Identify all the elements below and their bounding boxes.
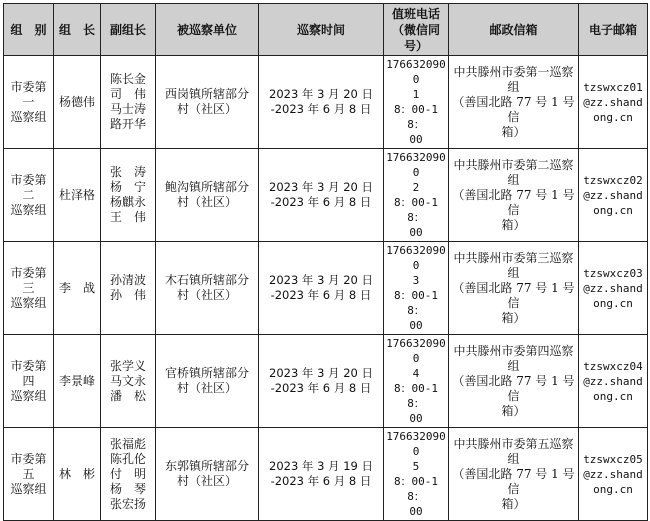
deputies-cell: 张学义 马文永 潘 松 — [101, 335, 156, 428]
mailbox-cell: 中共滕州市委第二巡察组 （善国北路 77 号 1 号信 箱） — [449, 149, 579, 242]
phone-cell: 1766320900 4 8：00-18： 00 — [384, 335, 449, 428]
deputies-cell: 孙清波 孙 伟 — [101, 242, 156, 335]
leader-cell: 李景峰 — [54, 335, 101, 428]
group-cell: 市委第五 巡察组 — [4, 428, 54, 521]
deputies-cell: 张 涛 杨 宁 杨麒永 王 伟 — [101, 149, 156, 242]
header-unit: 被巡察单位 — [156, 4, 259, 56]
table-row — [4, 149, 648, 242]
group-cell: 市委第二 巡察组 — [4, 149, 54, 242]
deputies-cell: 张福彪 陈孔伦 付 明 杨 琴 张宏扬 — [101, 428, 156, 521]
mailbox-cell: 中共滕州市委第一巡察组 （善国北路 77 号 1 号信 箱） — [449, 56, 579, 149]
email-cell[interactable]: tzswxcz01@zz.shandong.cn — [579, 56, 648, 149]
header-deputies: 副组长 — [101, 4, 156, 56]
period-cell: 2023 年 3 月 19 日 -2023 年 6 月 8 日 — [259, 428, 384, 521]
header-row — [4, 4, 648, 56]
table-row — [4, 242, 648, 335]
header-leader: 组 长 — [54, 4, 101, 56]
mailbox-cell: 中共滕州市委第四巡察组 （善国北路 77 号 1 号信 箱） — [449, 335, 579, 428]
table-row — [4, 428, 648, 521]
header-period: 巡察时间 — [259, 4, 384, 56]
email-cell[interactable]: tzswxcz02@zz.shandong.cn — [579, 149, 648, 242]
phone-cell: 1766320900 3 8：00-18： 00 — [384, 242, 449, 335]
period-cell: 2023 年 3 月 20 日 -2023 年 6 月 8 日 — [259, 242, 384, 335]
unit-cell: 西岗镇所辖部分 村（社区） — [156, 56, 259, 149]
header-phone: 值班电话 （微信同 号） — [384, 4, 449, 56]
table-row — [4, 56, 648, 149]
group-cell: 市委第四 巡察组 — [4, 335, 54, 428]
period-cell: 2023 年 3 月 20 日 -2023 年 6 月 8 日 — [259, 149, 384, 242]
table-row — [4, 335, 648, 428]
unit-cell: 东郭镇所辖部分 村（社区） — [156, 428, 259, 521]
leader-cell: 杨德伟 — [54, 56, 101, 149]
header-mailbox: 邮政信箱 — [449, 4, 579, 56]
header-group: 组 别 — [4, 4, 54, 56]
mailbox-cell: 中共滕州市委第五巡察组 （善国北路 77 号 1 号信 箱） — [449, 428, 579, 521]
unit-cell: 鲍沟镇所辖部分 村（社区） — [156, 149, 259, 242]
mailbox-cell: 中共滕州市委第三巡察组 （善国北路 77 号 1 号信 箱） — [449, 242, 579, 335]
group-cell: 市委第三 巡察组 — [4, 242, 54, 335]
unit-cell: 木石镇所辖部分 村（社区） — [156, 242, 259, 335]
inspection-schedule-table — [3, 3, 648, 521]
leader-cell: 李 战 — [54, 242, 101, 335]
phone-cell: 1766320900 5 8：00-18： 00 — [384, 428, 449, 521]
header-email: 电子邮箱 — [579, 4, 648, 56]
email-cell[interactable]: tzswxcz04@zz.shandong.cn — [579, 335, 648, 428]
period-cell: 2023 年 3 月 20 日 -2023 年 6 月 8 日 — [259, 56, 384, 149]
group-cell: 市委第一 巡察组 — [4, 56, 54, 149]
email-cell[interactable]: tzswxcz03@zz.shandong.cn — [579, 242, 648, 335]
leader-cell: 林 彬 — [54, 428, 101, 521]
unit-cell: 官桥镇所辖部分 村（社区） — [156, 335, 259, 428]
leader-cell: 杜泽格 — [54, 149, 101, 242]
email-cell[interactable]: tzswxcz05@zz.shandong.cn — [579, 428, 648, 521]
deputies-cell: 陈长金 司 伟 马士涛 路开华 — [101, 56, 156, 149]
phone-cell: 1766320900 2 8：00-18： 00 — [384, 149, 449, 242]
phone-cell: 1766320900 1 8：00-18： 00 — [384, 56, 449, 149]
period-cell: 2023 年 3 月 20 日 -2023 年 6 月 8 日 — [259, 335, 384, 428]
